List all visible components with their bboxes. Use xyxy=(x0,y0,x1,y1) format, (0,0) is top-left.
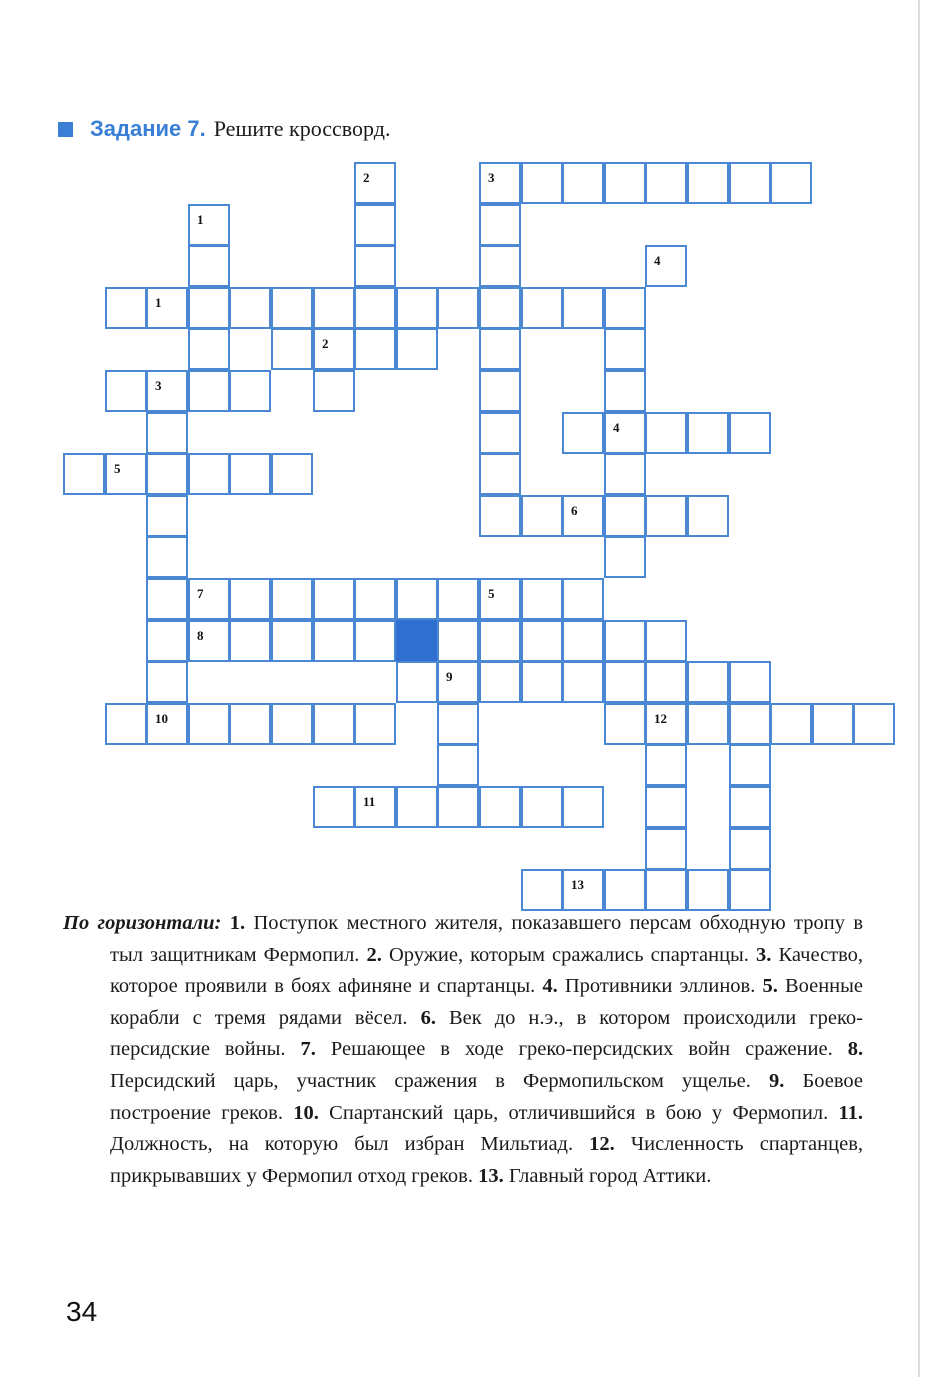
crossword-cell[interactable] xyxy=(604,412,646,454)
crossword-cell[interactable] xyxy=(479,287,521,329)
crossword-cell[interactable] xyxy=(812,703,854,745)
crossword-cell[interactable] xyxy=(479,578,521,620)
crossword-cell[interactable] xyxy=(479,328,521,370)
clue-number: 12. xyxy=(589,1133,615,1156)
crossword-cell[interactable] xyxy=(437,786,479,828)
crossword-cell[interactable] xyxy=(105,453,147,495)
crossword-cell[interactable] xyxy=(188,328,230,370)
clue-text: Век до н.э., в котором происходили греко-персидские войны. xyxy=(110,1006,864,1061)
crossword-cell[interactable] xyxy=(521,162,563,204)
crossword-cell[interactable] xyxy=(729,828,771,870)
crossword-cell[interactable] xyxy=(146,495,188,537)
crossword-cell[interactable] xyxy=(188,370,230,412)
crossword-cell[interactable] xyxy=(271,453,313,495)
crossword-cell[interactable] xyxy=(770,162,812,204)
crossword-cell[interactable] xyxy=(645,162,687,204)
crossword-cell[interactable] xyxy=(521,869,563,911)
crossword-blocked-cell xyxy=(396,620,438,662)
clue-text: Противники эллинов. xyxy=(564,975,756,998)
clues-paragraph xyxy=(63,908,863,1192)
crossword-cell[interactable] xyxy=(687,412,729,454)
crossword-cell[interactable] xyxy=(562,495,604,537)
crossword-cell[interactable] xyxy=(396,328,438,370)
clue-number: 13. xyxy=(478,1164,504,1187)
crossword-cell[interactable] xyxy=(188,453,230,495)
clue-number: 10. xyxy=(293,1101,319,1124)
crossword-cell[interactable] xyxy=(313,620,355,662)
clue-text: Военные корабли с тремя рядами вёсел. xyxy=(110,975,864,1029)
clue-number: 3. xyxy=(756,943,772,966)
crossword-cell[interactable] xyxy=(479,370,521,412)
crossword-clue-number: 5 xyxy=(114,461,121,476)
crossword-cell[interactable] xyxy=(604,453,646,495)
crossword-cell[interactable] xyxy=(313,287,355,329)
crossword-cell[interactable] xyxy=(229,578,271,620)
crossword-cell[interactable] xyxy=(313,703,355,745)
crossword-cell[interactable] xyxy=(729,412,771,454)
crossword-cell[interactable] xyxy=(479,245,521,287)
clue-text: Оружие, которым сражались спартанцы. xyxy=(388,943,749,966)
crossword-cell[interactable] xyxy=(354,162,396,204)
crossword-cell[interactable] xyxy=(645,828,687,870)
crossword-cell[interactable] xyxy=(188,287,230,329)
clue-number: 9. xyxy=(769,1069,785,1092)
crossword-cell[interactable] xyxy=(229,287,271,329)
crossword-cell[interactable] xyxy=(313,578,355,620)
crossword-cell[interactable] xyxy=(146,578,188,620)
clue-number: 1. xyxy=(229,912,246,934)
crossword-cell[interactable] xyxy=(437,703,479,745)
crossword-cell[interactable] xyxy=(437,661,479,703)
crossword-cell[interactable] xyxy=(437,744,479,786)
crossword-cell[interactable] xyxy=(687,703,729,745)
crossword-cell[interactable] xyxy=(604,328,646,370)
crossword-cell[interactable] xyxy=(146,661,188,703)
crossword-cell[interactable] xyxy=(479,620,521,662)
crossword-cell[interactable] xyxy=(687,661,729,703)
crossword-cell[interactable] xyxy=(521,661,563,703)
crossword-clue-number: 9 xyxy=(446,669,453,684)
crossword-cell[interactable] xyxy=(604,162,646,204)
crossword-cell[interactable] xyxy=(146,412,188,454)
task-instruction: Решите кроссворд. xyxy=(213,116,391,141)
crossword-clue-number: 3 xyxy=(488,170,495,185)
crossword-cell[interactable] xyxy=(396,287,438,329)
crossword-cell[interactable] xyxy=(229,453,271,495)
crossword-cell[interactable] xyxy=(521,620,563,662)
crossword-cell[interactable] xyxy=(687,162,729,204)
crossword-cell[interactable] xyxy=(645,412,687,454)
crossword-cell[interactable] xyxy=(645,786,687,828)
crossword-cell[interactable] xyxy=(645,744,687,786)
clue-number: 2. xyxy=(366,943,382,966)
crossword-cell[interactable] xyxy=(479,162,521,204)
crossword-cell[interactable] xyxy=(521,786,563,828)
crossword-clue-number: 2 xyxy=(322,336,329,351)
crossword-cell[interactable] xyxy=(437,620,479,662)
crossword-clue-number: 4 xyxy=(613,420,620,435)
crossword-cell[interactable] xyxy=(271,287,313,329)
crossword-clue-number: 10 xyxy=(155,711,168,726)
crossword-cell[interactable] xyxy=(313,370,355,412)
crossword-cell[interactable] xyxy=(105,703,147,745)
crossword-cell[interactable] xyxy=(729,162,771,204)
crossword-cell[interactable] xyxy=(271,328,313,370)
crossword-cell[interactable] xyxy=(271,620,313,662)
crossword-cell[interactable] xyxy=(604,370,646,412)
clue-text: Боевое построение греков. xyxy=(110,1069,864,1124)
crossword-cell[interactable] xyxy=(562,620,604,662)
crossword-cell[interactable] xyxy=(313,786,355,828)
crossword-cell[interactable] xyxy=(354,204,396,246)
crossword-cell[interactable] xyxy=(687,495,729,537)
crossword-clue-number: 1 xyxy=(197,212,204,227)
crossword-cell[interactable] xyxy=(479,786,521,828)
crossword-cell[interactable] xyxy=(188,578,230,620)
crossword-cell[interactable] xyxy=(562,786,604,828)
crossword-cell[interactable] xyxy=(354,703,396,745)
crossword-cell[interactable] xyxy=(437,287,479,329)
crossword-cell[interactable] xyxy=(645,661,687,703)
crossword-cell[interactable] xyxy=(604,287,646,329)
crossword-cell[interactable] xyxy=(562,869,604,911)
crossword-cell[interactable] xyxy=(479,453,521,495)
crossword-cell[interactable] xyxy=(313,328,355,370)
crossword-cell[interactable] xyxy=(105,287,147,329)
crossword-cell[interactable] xyxy=(354,620,396,662)
crossword-clue-number: 8 xyxy=(197,628,204,643)
crossword-clue-number: 3 xyxy=(155,378,162,393)
crossword-clue-number: 4 xyxy=(654,253,661,268)
crossword-cell[interactable] xyxy=(645,495,687,537)
clue-number: 7. xyxy=(300,1038,316,1061)
crossword-cell[interactable] xyxy=(229,620,271,662)
crossword-cell[interactable] xyxy=(562,578,604,620)
crossword-clue-number: 7 xyxy=(197,586,204,601)
crossword-cell[interactable] xyxy=(188,620,230,662)
crossword-cell[interactable] xyxy=(729,744,771,786)
clue-number: 6. xyxy=(420,1006,436,1029)
crossword-clue-number: 6 xyxy=(571,503,578,518)
crossword-cell[interactable] xyxy=(604,620,646,662)
crossword-cell[interactable] xyxy=(729,786,771,828)
crossword-cell[interactable] xyxy=(479,204,521,246)
clues-section xyxy=(63,908,863,1192)
crossword-cell[interactable] xyxy=(188,703,230,745)
clue-text: Качество, которое проявили в боях афиняне и спартанцы. xyxy=(110,943,864,998)
crossword-cell[interactable] xyxy=(146,287,188,329)
crossword-cell[interactable] xyxy=(645,703,687,745)
crossword-clue-number: 12 xyxy=(654,711,667,726)
crossword-cell[interactable] xyxy=(562,412,604,454)
crossword-cell[interactable] xyxy=(271,703,313,745)
crossword-cell[interactable] xyxy=(645,620,687,662)
crossword-cell[interactable] xyxy=(521,578,563,620)
crossword-cell[interactable] xyxy=(479,412,521,454)
crossword-cell[interactable] xyxy=(354,578,396,620)
crossword-cell[interactable] xyxy=(604,536,646,578)
crossword-clue-number: 2 xyxy=(363,170,370,185)
crossword-cell[interactable] xyxy=(146,370,188,412)
clue-text: Решающее в ходе греко-персидских войн сражение. xyxy=(330,1038,833,1061)
crossword-cell[interactable] xyxy=(521,287,563,329)
crossword-cell[interactable] xyxy=(146,703,188,745)
crossword-cell[interactable] xyxy=(188,204,230,246)
crossword-cell[interactable] xyxy=(770,703,812,745)
crossword-clue-number: 11 xyxy=(363,794,376,809)
clue-number: 8. xyxy=(847,1038,864,1061)
crossword-cell[interactable] xyxy=(562,661,604,703)
crossword-clue-number: 13 xyxy=(571,877,584,892)
clue-text: Поступок местного жителя, показавшего персам обходную тропу в тыл защитникам Фермопил. xyxy=(110,912,864,966)
crossword-cell[interactable] xyxy=(479,661,521,703)
crossword-cell[interactable] xyxy=(105,370,147,412)
crossword-cell[interactable] xyxy=(354,328,396,370)
crossword-cell[interactable] xyxy=(63,453,105,495)
crossword-cell[interactable] xyxy=(146,536,188,578)
crossword-cell[interactable] xyxy=(853,703,895,745)
clues-heading: По горизонтали: xyxy=(63,912,222,934)
crossword-cell[interactable] xyxy=(521,495,563,537)
crossword-cell[interactable] xyxy=(229,370,271,412)
crossword-cell[interactable] xyxy=(354,287,396,329)
crossword-cell[interactable] xyxy=(354,245,396,287)
clue-text: Персидский царь, участник сражения в Фермопильском ущелье. xyxy=(110,1069,751,1092)
crossword-cell[interactable] xyxy=(729,869,771,911)
clue-text: Должность, на которую был избран Мильтиад. xyxy=(110,1133,574,1156)
crossword-cell[interactable] xyxy=(604,495,646,537)
crossword-cell[interactable] xyxy=(729,703,771,745)
clue-text: Спартанский царь, отличившийся в бою у Фермопил. xyxy=(329,1101,829,1124)
crossword-cell[interactable] xyxy=(479,495,521,537)
crossword-cell[interactable] xyxy=(604,703,646,745)
clue-number: 5. xyxy=(762,975,778,998)
crossword-cell[interactable] xyxy=(396,578,438,620)
crossword-cell[interactable] xyxy=(562,162,604,204)
crossword-clue-number: 5 xyxy=(488,586,495,601)
crossword-cell[interactable] xyxy=(604,661,646,703)
crossword-clue-number: 1 xyxy=(155,295,162,310)
task-label: Задание 7. xyxy=(90,116,206,141)
crossword-cell[interactable] xyxy=(687,869,729,911)
crossword-cell[interactable] xyxy=(604,869,646,911)
crossword-cell[interactable] xyxy=(271,578,313,620)
crossword-cell[interactable] xyxy=(645,869,687,911)
clue-text: Главный город Аттики. xyxy=(508,1164,712,1187)
crossword-cell[interactable] xyxy=(729,661,771,703)
crossword-cell[interactable] xyxy=(146,453,188,495)
crossword-cell[interactable] xyxy=(354,786,396,828)
clue-number: 11. xyxy=(838,1101,864,1124)
crossword-cell[interactable] xyxy=(396,661,438,703)
crossword-cell[interactable] xyxy=(645,245,687,287)
crossword-cell[interactable] xyxy=(188,245,230,287)
crossword-cell[interactable] xyxy=(437,578,479,620)
page-number: 34 xyxy=(66,1296,98,1327)
clue-number: 4. xyxy=(542,975,558,998)
crossword-cell[interactable] xyxy=(562,287,604,329)
crossword-cell[interactable] xyxy=(396,786,438,828)
crossword-cell[interactable] xyxy=(146,620,188,662)
crossword-cell[interactable] xyxy=(229,703,271,745)
clue-text: Численность спартанцев, прикрывавших у Фермопил отход греков. xyxy=(110,1133,863,1187)
